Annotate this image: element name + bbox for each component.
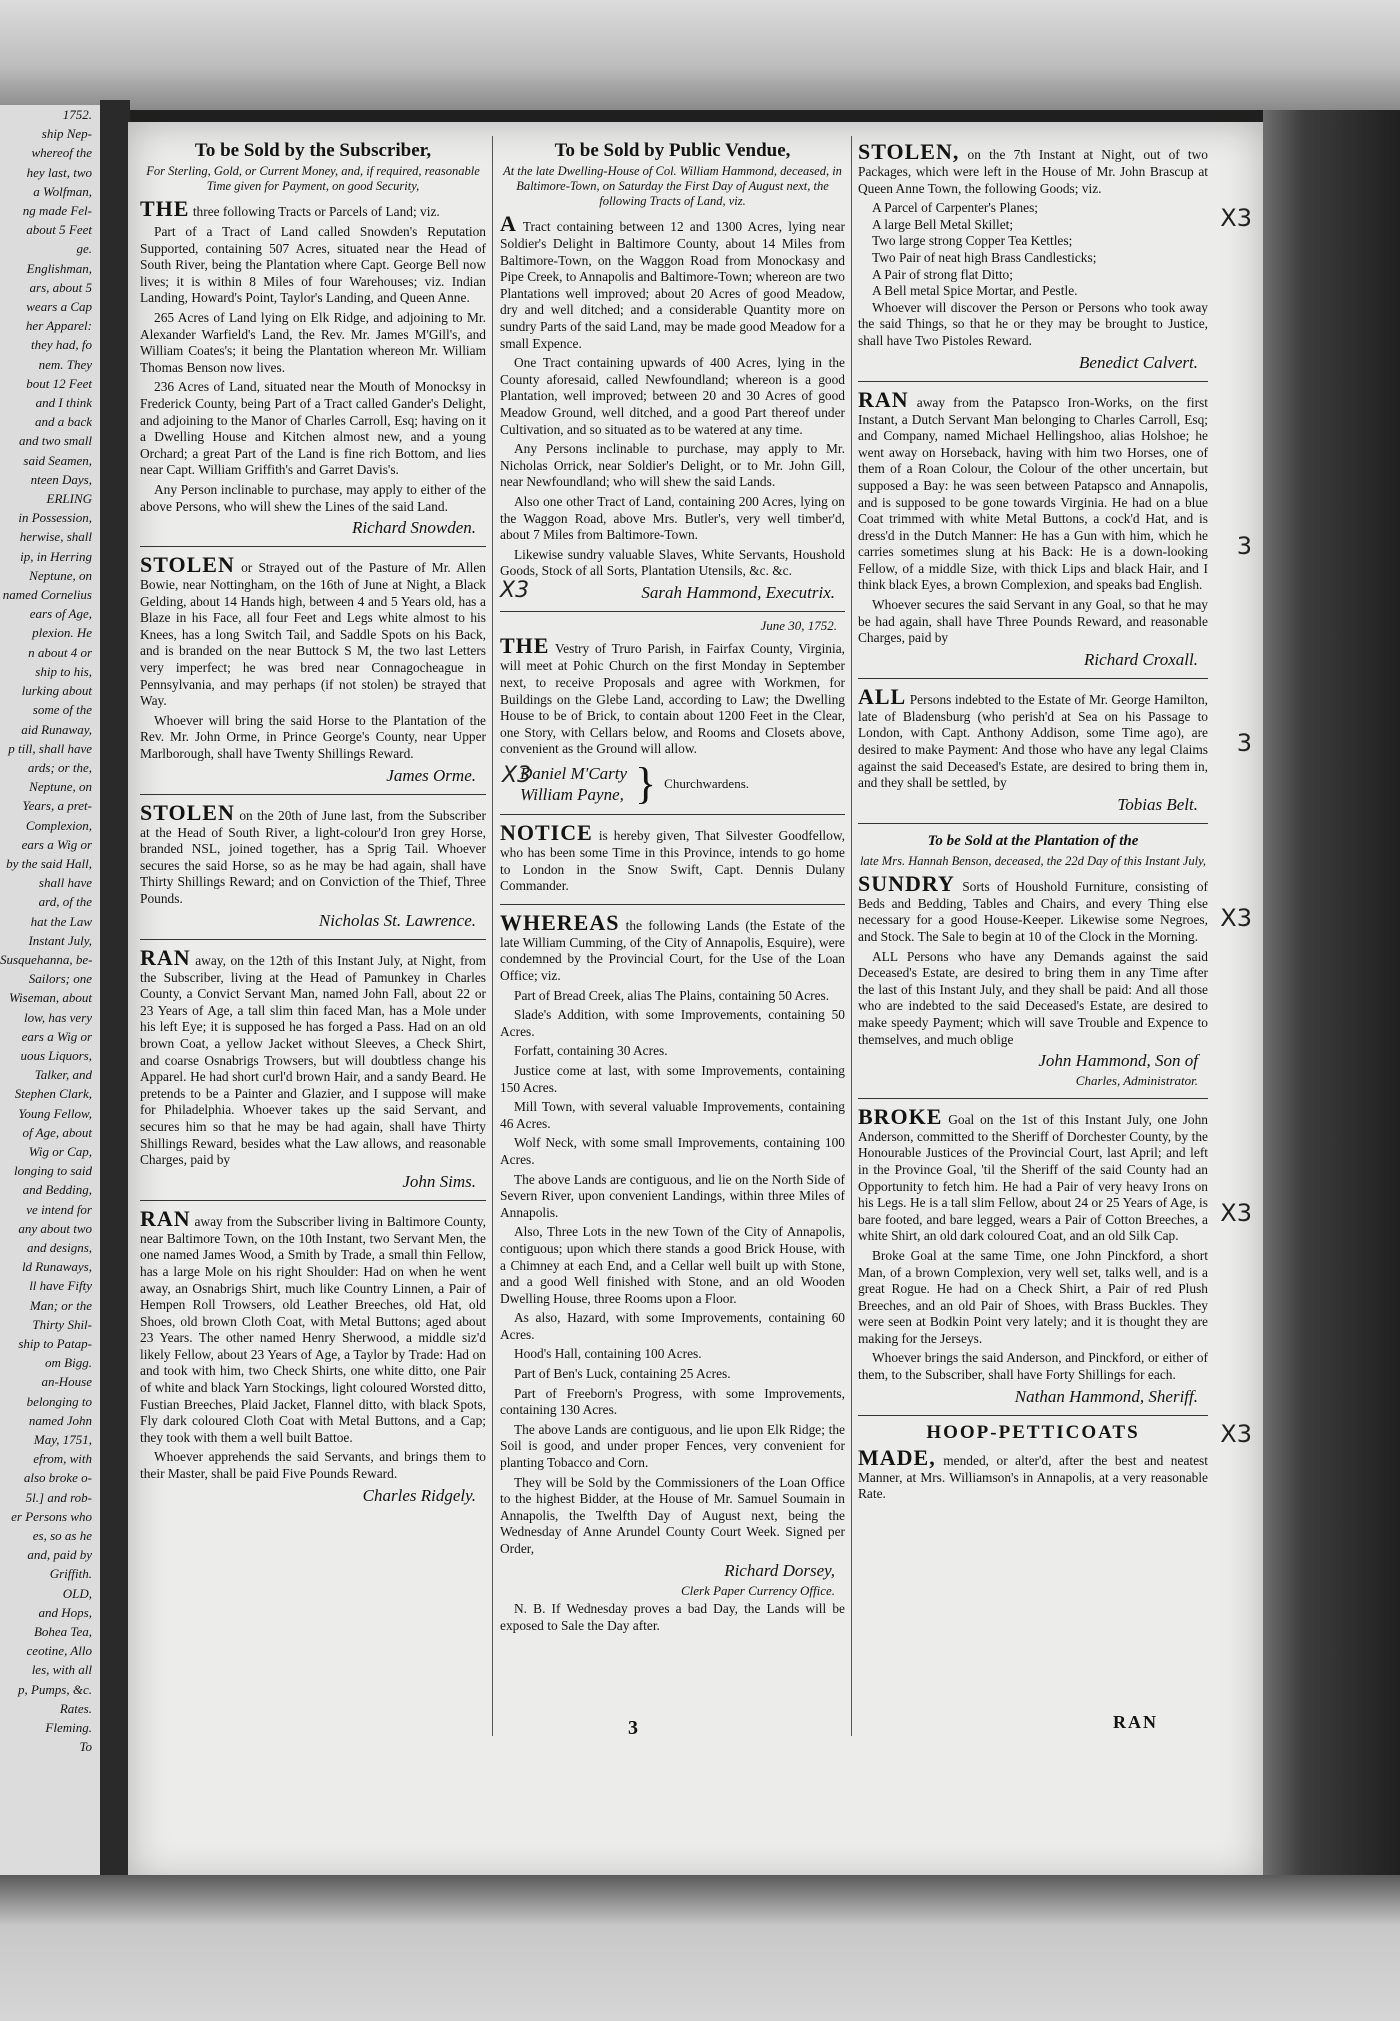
ad-text: mended, or alter'd, after the best and neatest Manner, at Mrs. Williamson's in Annapolis, at a very reasonable Rate. [858, 1452, 1208, 1502]
newspaper-page [128, 122, 1263, 1882]
column-2 [500, 140, 845, 1649]
signature: Sarah Hammond, Executrix. [641, 582, 835, 602]
margin-fragment: hat the Law [30, 913, 92, 929]
ad-text: Mill Town, with several valuable Improvements, containing 46 Acres. [500, 1099, 845, 1131]
margin-fragment: and Bedding, [22, 1182, 92, 1198]
margin-fragment: ard, of the [38, 894, 92, 910]
margin-fragment: plexion. He [32, 625, 92, 641]
margin-fragment: lurking about [21, 683, 92, 699]
margin-fragment: Susquehanna, be- [0, 951, 93, 967]
margin-fragment: Wiseman, about [8, 990, 92, 1006]
ad-heading: To be Sold at the Plantation of the [927, 832, 1139, 849]
catchword: RAN [1113, 1712, 1158, 1732]
ad-notice-goodfellow [500, 821, 845, 905]
ad-stolen-gelding [140, 553, 486, 795]
signature-title: Churchwardens. [664, 775, 750, 791]
brace: } [635, 759, 657, 809]
ad-runaway-patapsco [858, 386, 1252, 679]
ad-text: on the 20th of June last, from the Subscriber at the Head of South River, a light-colour'd Iron grey Horse, branded NSL, joined together, has a Sprig Tail. Whoever secures the said Horse, so as he may be had again, shall have Thirty Shillings Reward; and on Conviction of the Thief, Three Pounds. [140, 807, 486, 906]
margin-fragment: ars, about 5 [29, 279, 92, 295]
margin-fragment: an-House [41, 1374, 92, 1390]
ad-text: on the 7th Instant at Night, out of two Packages, which were left in the House of Mr. John Brascup at Queen Anne Town, the following Goods; viz. [858, 147, 1208, 196]
margin-fragment: ve intend for [26, 1201, 92, 1217]
list-item: A large Bell Metal Skillet; [872, 216, 1014, 232]
signature: Tobias Belt. [1117, 794, 1198, 814]
lead-word: MADE, [858, 1444, 936, 1470]
margin-fragment: Fleming. [45, 1720, 92, 1736]
margin-fragment: and a back [34, 414, 92, 430]
margin-fragment: named John [28, 1412, 92, 1428]
ad-text: Goal on the 1st of this Instant July, one John Anderson, committed to the Sheriff of Dorchester County, by the Honourable Justices of the Provincial Court, last April; and left in the Province Goal, 'til the Sheriff of the said County had an Opportunity to fetch him. He had a Pair of very heavy Irons on his Legs. He is a tall slim Fellow, about 24 or 25 Years of Age, is bare footed, and bare legged, wears a Pair of Cotton Breeches, a white Shirt, an old dark coloured Coat, and an old Silk Cap. [858, 1111, 1208, 1244]
handwritten-mark: X3 [1220, 1419, 1252, 1448]
margin-fragment: Stephen Clark, [14, 1086, 92, 1102]
list-item: A Bell metal Spice Mortar, and Pestle. [872, 283, 1078, 299]
nota-bene: N. B. If Wednesday proves a bad Day, the Lands will be exposed to Sale the Day after. [500, 1601, 845, 1633]
ad-text: is hereby given, That Silvester Goodfellow, who has been some Time in this Province, intends to go home to London in the Snow Swift, Capt. Dennis Dulany Commander. [500, 828, 845, 894]
margin-fragment: nteen Days, [30, 471, 92, 487]
ad-text: Broke Goal at the same Time, one John Pinckford, a short Man, of a brown Complexion, very well set, talks well, and is a great Rogue. He had on a Check Shirt, a Pair of red Plush Breeches, and an old Pair of Shoes, with Brass Buckles. They were seen at Bodkin Point very lately; and it is thought they are making for the Jerseys. [858, 1247, 1208, 1346]
signature: Richard Dorsey, [724, 1560, 835, 1580]
margin-fragment: ng made Fel- [22, 203, 92, 219]
margin-fragment: Bohea Tea, [33, 1624, 92, 1640]
ad-text: Part of a Tract of Land called Snowden's Reputation Supported, containing 507 Acres, situated near the Head of South River, being the Plantation where Capt. George Bell now lives; it is within 8 Miles of four Warehouses; viz. Indian Landing, Howard's Point, Taylor's Landing, and Queen Anne. [140, 224, 486, 306]
book-gutter [100, 100, 130, 1890]
ad-loan-office-lands [500, 911, 845, 1644]
margin-fragment: whereof the [31, 145, 92, 161]
margin-fragment: Talker, and [34, 1067, 92, 1083]
lead-word: THE [500, 633, 550, 659]
ad-text: As also, Hazard, with some Improvements, containing 60 Acres. [500, 1310, 845, 1342]
column-3 [858, 139, 1252, 1518]
ad-hamilton-estate [858, 683, 1252, 824]
handwritten-mark: X3 [500, 577, 530, 603]
lead-word: STOLEN [140, 799, 235, 825]
margin-fragment: and designs, [27, 1239, 92, 1255]
margin-fragment: les, with all [31, 1662, 92, 1678]
ad-text: Likewise sundry valuable Slaves, White Servants, Houshold Goods, Stock of all Sorts, Plantation Utensils, &c. &c. [500, 546, 845, 579]
margin-fragment: ears a Wig or [21, 836, 92, 852]
ad-text: Forfatt, containing 30 Acres. [514, 1043, 668, 1059]
scan-background-bottom [0, 1875, 1400, 2021]
ad-text: Part of Bread Creek, alias The Plains, containing 50 Acres. [514, 987, 830, 1003]
margin-fragment: a Wolfman, [33, 183, 92, 199]
ad-text: Part of Freeborn's Progress, with some Improvements, containing 130 Acres. [500, 1385, 845, 1418]
margin-fragment: they had, fo [30, 337, 92, 353]
lead-word: RAN [140, 944, 191, 970]
dateline: June 30, 1752. [760, 617, 837, 633]
margin-fragment: nem. They [38, 356, 92, 372]
margin-fragment: n about 4 or [28, 644, 92, 660]
margin-fragment: any about two [18, 1220, 92, 1236]
margin-fragment: and, paid by [27, 1547, 92, 1563]
margin-fragment: shall have [38, 875, 92, 891]
margin-fragment: herwise, shall [19, 529, 92, 545]
ad-subheading: For Sterling, Gold, or Current Money, and, if required, reasonable Time given for Payment, on good Security, [146, 164, 480, 193]
scan-background-top [0, 0, 1400, 110]
margin-fragment: es, so as he [32, 1528, 92, 1544]
column-rule [492, 136, 493, 1736]
ad-text: or Strayed out of the Pasture of Mr. Allen Bowie, near Nottingham, on the 16th of June at Night, a Black Gelding, about 14 Hands high, between 4 and 5 Years old, has a Blaze in his Face, all four Feet and Legs white almost to his Knees, has a long Switch Tail, and Saddle Spots on his Back, and is branded on the near Buttock S M, the two last Letters very imperfect; he was bred near Connagocheague in Pennsylvania, and may perhaps (if not stolen) be strayed that Way. [140, 560, 486, 709]
margin-fragment: uous Liquors, [20, 1047, 92, 1063]
signature: Daniel M'Carty [520, 764, 628, 784]
ad-stolen-horse [140, 801, 486, 940]
list-item: A Pair of strong flat Ditto; [872, 266, 1013, 282]
ad-runaway-fall [140, 946, 486, 1201]
margin-fragment: OLD, [62, 1585, 92, 1601]
margin-fragment: longing to said [13, 1163, 92, 1179]
margin-fragment: ERLING [46, 491, 92, 507]
margin-fragment: ceotine, Allo [26, 1643, 92, 1659]
ad-hammond-vendue [500, 140, 845, 612]
ad-text: away, on the 12th of this Instant July, at Night, from the Subscriber, living at the Head of Pamunkey in Charles County, a Convict Servant Man, named John Fall, about 22 or 23 Years of Age, a tall slim thin faced Man, has a Mole under his left Eye; it is supposed he has forged a Pass. Had on an old brown Coat, a yellow Jacket without Sleeves, a Check Shirt, and coarse Osnabrigs Trowsers, but will doubtless change his Apparel. He had short curl'd brown Hair, and a sandy Beard. He pretends to be a Painter and Glazier, and I suppose will make for Philadelphia. Whoever takes up the said Servant, and secures him so that he may be had again, shall have Thirty Shillings Reward, besides what the Law allows, and reasonable Charges, paid by [140, 952, 486, 1168]
stolen-goods-list [858, 200, 1208, 300]
signature: Charles Ridgely. [362, 1485, 476, 1505]
margin-fragment: Sailors; one [28, 971, 92, 987]
margin-fragment: ip, in Herring [20, 548, 92, 564]
margin-fragment: and I think [35, 395, 92, 411]
margin-fragment: hey last, two [26, 164, 92, 180]
ad-text: 236 Acres of Land, situated near the Mouth of Monocksy in Frederick County, being Part of a Tract called Gander's Delight, and adjoining to the Manor of Charles Carroll, Esq; having on it a Dwelling House and Kitchen almost new, and a young Orchard; a great Part of the Land is fine rich Bottom, and lies near Capt. William Griffith's and Garret Davis's. [140, 379, 486, 478]
margin-fragment: ge. [76, 241, 92, 257]
margin-fragment: p, Pumps, &c. [17, 1681, 92, 1697]
margin-fragment: Englishman, [26, 260, 92, 276]
margin-fragment: Years, a pret- [22, 798, 92, 814]
book-spine [1263, 110, 1400, 1910]
ad-text: Hood's Hall, containing 100 Acres. [514, 1346, 702, 1362]
handwritten-mark: X3 [1220, 204, 1252, 232]
ad-text: Wolf Neck, with some small Improvements, containing 100 Acres. [500, 1135, 845, 1167]
ad-snowden-land [140, 140, 486, 547]
margin-fragment: said Seamen, [23, 452, 92, 468]
margin-fragment: and Hops, [38, 1604, 92, 1620]
page-number: 3 [628, 1717, 638, 1739]
lead-word: NOTICE [500, 820, 593, 846]
ad-text: ALL Persons who have any Demands against the said Deceased's Estate, are desired to bring them in any Time after the last of this Instant July, and they shall be paid: And all those who are indebted to the said Deceased's Estate, are desired to make speedy Payment; which will save Trouble and Expence to themselves, and much oblige [858, 948, 1208, 1047]
ad-text: Persons indebted to the Estate of Mr. George Hamilton, late of Bladensburg (who perish'd at Sea on his Passage to London, with Capt. Anthony Addison, some Time ago), are desired to make Payment: And those who have any legal Claims against the said Deceased's Estate, are desired to bring them in, and they shall be settled, by [858, 691, 1208, 791]
signature: James Orme. [386, 765, 476, 785]
margin-fragment: ld Runaways, [21, 1259, 92, 1275]
signature-title: Charles, Administrator. [1075, 1073, 1198, 1089]
ad-text: Whoever will bring the said Horse to the Plantation of the Rev. Mr. John Orme, in Prince George's County, near Upper Marlborough, shall have Twenty Shillings Reward. [140, 712, 486, 762]
ad-text: The above Lands are contiguous, and lie upon Elk Ridge; the Soil is good, and under proper Fences, very convenient for planting Tobacco and Corn. [500, 1421, 845, 1471]
margin-fragment: her Apparel: [25, 318, 92, 334]
ad-subheading: late Mrs. Hannah Benson, deceased, the 22d Day of this Instant July, [859, 853, 1207, 868]
signature: Richard Snowden. [351, 518, 476, 538]
ad-benson-sale [858, 830, 1252, 1099]
ad-text: Sorts of Houshold Furniture, consisting of Beds and Bedding, Tables and Chairs, and every Thing else necessary for a good House-Keeper. Likewise some Negroes, and Stock. The Sale to begin at 10 of the Clock in the Morning. [858, 878, 1208, 944]
signature: John Hammond, Son of [1038, 1051, 1198, 1071]
ad-text: Also, Three Lots in the new Town of the City of Annapolis, contiguous; upon which there stands a good Brick House, with a Chimney at each End, and a Cellar well built up with Stone, and a good Well finished with Stone, and an old Wooden Dwelling House, three Rooms upon a Floor. [500, 1224, 845, 1306]
handwritten-mark: X3 [502, 763, 532, 789]
ad-text: three following Tracts or Parcels of Land; viz. [192, 204, 440, 219]
ad-text: Slade's Addition, with some Improvements, containing 50 Acres. [500, 1007, 845, 1039]
ad-text: Also one other Tract of Land, containing 200 Acres, lying on the Waggon Road, above Mrs. Butler's, very well timber'd, about 7 Miles from Baltimore-Town. [500, 493, 845, 543]
ad-runaway-wood-sherwood [140, 1207, 486, 1514]
margin-fragment: om Bigg. [45, 1355, 92, 1371]
margin-fragment: ards; or the, [27, 759, 92, 775]
margin-fragment: 1752. [62, 107, 92, 122]
ad-text: Any Person inclinable to purchase, may apply to either of the above Persons, who will shew the Lines of the said Land. [140, 481, 486, 514]
margin-fragment: belonging to [26, 1393, 92, 1409]
margin-fragment: by the said Hall, [6, 855, 92, 871]
ad-text: Tract containing between 12 and 1300 Acres, lying near Soldier's Delight in Baltimore County, about 14 Miles from Baltimore-Town, on the Waggon Road from Monockasy and Pipe Creek, to Annapolis and Baltimore-Town; whereon are two Plantations well improved; about 20 Acres of good Meadow, dry and well ditched; and a considerable Quantity more on sundry Parts of the said Land, may be made good Meadow for a small Expence. [500, 219, 845, 351]
margin-fragment: some of the [32, 702, 92, 718]
margin-fragment: in Possession, [18, 510, 92, 526]
column-1 [140, 140, 486, 1520]
margin-fragment: 5l.] and rob- [25, 1489, 92, 1505]
signature: Richard Croxall. [1084, 649, 1198, 669]
margin-fragment: about 5 Feet [26, 222, 92, 238]
ad-heading: To be Sold by Public Vendue, [554, 140, 791, 161]
ad-heading: To be Sold by the Subscriber, [194, 140, 432, 161]
lead-word: STOLEN [140, 552, 235, 578]
margin-fragment: Instant July, [28, 932, 92, 948]
lead-word: ALL [858, 683, 907, 709]
margin-fragment: p till, shall have [8, 740, 92, 756]
ad-text: Whoever secures the said Servant in any Goal, so that he may be had again, shall have Three Pounds Reward, and reasonable Charges, paid by [858, 597, 1208, 646]
signature: Nathan Hammond, Sheriff. [1014, 1386, 1198, 1406]
ad-text: Part of Ben's Luck, containing 25 Acres. [514, 1366, 731, 1382]
ad-text: Whoever will discover the Person or Persons who took away the said Things, so that he or they may be brought to Justice, shall have Two Pistoles Reward. [858, 299, 1208, 348]
handwritten-mark: 3 [1236, 531, 1252, 560]
margin-fragment: ears of Age, [29, 606, 92, 622]
handwritten-mark: 3 [1236, 728, 1252, 757]
list-item: Two Pair of neat high Brass Candlesticks; [872, 249, 1097, 265]
handwritten-mark: X3 [1220, 1198, 1252, 1227]
margin-fragment: efrom, with [33, 1451, 92, 1467]
ad-text: Vestry of Truro Parish, in Fairfax County, Virginia, will meet at Pohic Church on the first Monday in September next, to receive Proposals and agree with Workmen, for Buildings on the Glebe Land, according to Law; the Dwelling House to be of Brick, to contain about 1200 Feet in the Clear, one Story, with Cellars below, and Rooms and Closets above, convenient as the Ground will allow. [500, 641, 845, 757]
margin-fragment: aid Runaway, [21, 721, 92, 737]
ad-text: The above Lands are contiguous, and lie on the North Side of Severn River, upon convenient Landings, within three Miles of Annapolis. [500, 1171, 845, 1220]
ad-text: away from the Patapsco Iron-Works, on the first Instant, a Dutch Servant Man belonging to Charles Carroll, Esq; and Company, named Michael Hellingshoo, alias Holshoe; he went away on Horseback, having with him two Horses, one of them of a Roan Colour, the Colour of the other uncertain, but supposed a Bay: he was seen between Patapsco and Annapolis, and is supposed to be gone towards Virginia. He had on a blue Coat trimmed with white Metal Buttons, a cock'd Hat, and is dress'd in the Dutch Manner: He has a Gun with him, which he carries sometimes slung at his Back: He is a down-looking Fellow, of a middle Size, with thick Lips and black Hair, and I think black Eyes, a brown Complexion, and speaks bad English. [858, 394, 1208, 593]
ad-hoop-petticoats [858, 1419, 1252, 1512]
lead-word: A [500, 211, 517, 236]
signature: William Payne, [520, 785, 624, 805]
ad-truro-vestry [500, 618, 845, 815]
margin-fragment: May, 1751, [33, 1432, 92, 1448]
ad-text: One Tract containing upwards of 400 Acres, lying in the County aforesaid, called Newfoundland; whereon is a good Plantation, well improved; between 20 and 30 Acres of good Meadow Ground, well ditched, and a good Part thereof under Cultivation, and so situated as to be watered at any time. [500, 355, 845, 437]
margin-fragment: named Cornelius [2, 587, 92, 603]
list-item: Two large strong Copper Tea Kettles; [872, 233, 1073, 249]
margin-fragment: ears a Wig or [21, 1028, 92, 1044]
ad-text: They will be Sold by the Commissioners of the Loan Office to the highest Bidder, at the House of Mr. Samuel Soumain in Annapolis, the Twelfth Day of August next, being the Wednesday of Anne Arundel County Court Week. Signed per Order, [500, 1474, 845, 1556]
margin-fragment: Man; or the [29, 1297, 92, 1313]
list-item: A Parcel of Carpenter's Planes; [872, 200, 1039, 216]
margin-fragment: Wig or Cap, [28, 1143, 92, 1159]
margin-fragment: Neptune, on [29, 779, 92, 795]
ad-text: Any Persons inclinable to purchase, may apply to Mr. Nicholas Orrick, near Soldier's Delight, or to Mr. John Gill, near Newfoundland; who will shew the said Lands. [500, 441, 845, 490]
margin-fragment: Young Fellow, [18, 1105, 92, 1121]
ad-text: away from the Subscriber living in Baltimore County, near Baltimore Town, on the 10th Instant, two Servant Men, the one named James Wood, a Smith by Trade, a small thin Fellow, has a large Mole on his right Shoulder: Had on when he went away, an Osnabrigs Shirt, much like Country Linnen, a Pair of Hempen Roll Trowsers, old Leather Breeches, old Hat, old Shoes, old brown Cloth Coat, with Metal Buttons; aged about 23 Years. The other named Henry Sherwood, a middle siz'd likely Fellow, about 23 Years of Age, a Taylor by Trade: Had on and took with him, two Check Shirts, one white ditto, one Pair of white and black Yarn Stockings, light coloured Worsted ditto, Fustian Breeches, Plaid Jacket, Flannel ditto, with black Spots, Fly dark coloured Cloth Coat with Metal Buttons, and a Cap; they took with them a well built Battoe. [140, 1213, 486, 1445]
margin-fragment: Neptune, on [29, 567, 92, 583]
handwritten-mark: X3 [1220, 903, 1252, 932]
margin-fragment: ll have Fifty [29, 1278, 92, 1294]
margin-fragment: of Age, about [22, 1124, 92, 1140]
margin-fragment: er Persons who [11, 1508, 92, 1524]
signature: Nicholas St. Lawrence. [318, 910, 476, 930]
margin-fragment: low, has very [24, 1009, 92, 1025]
ad-text: Whoever brings the said Anderson, and Pinckford, or either of them, to the Subscriber, shall have Forty Shillings for each. [858, 1350, 1208, 1383]
ad-text: the following Lands (the Estate of the late William Cumming, of the City of Annapolis, Esquire), were condemned by the Provincial Court, for the Use of the Loan Office; viz. [500, 917, 845, 983]
column-rule [851, 136, 852, 1736]
margin-fragment: also broke o- [23, 1470, 92, 1486]
ad-subheading: At the late Dwelling-House of Col. William Hammond, deceased, in Baltimore-Town, on Saturday the First Day of August next, the following Tracts of Land, viz. [503, 164, 842, 208]
margin-fragment: wears a Cap [26, 299, 92, 315]
ad-heading: HOOP-PETTICOATS [926, 1421, 1140, 1443]
lead-word: STOLEN, [858, 139, 960, 164]
ad-stolen-goods [858, 139, 1252, 382]
signature-title: Clerk Paper Currency Office. [680, 1582, 835, 1598]
margin-fragment: ship to his, [35, 663, 92, 679]
margin-fragment: bout 12 Feet [26, 375, 92, 391]
lead-word: THE [140, 196, 190, 221]
lead-word: RAN [858, 386, 909, 412]
ad-broke-goal [858, 1103, 1252, 1416]
ad-text: Justice come at last, with some Improvements, containing 150 Acres. [500, 1062, 845, 1095]
ad-text: 265 Acres of Land lying on Elk Ridge, and adjoining to Mr. Alexander Warfield's Land, the Rev. Mr. James M'Gill's, and William Coates's; it being the Plantation whereon Mr. William Thomas Benson now lives. [140, 309, 486, 375]
margin-fragment: Complexion, [25, 817, 92, 833]
signature: Benedict Calvert. [1079, 352, 1198, 372]
previous-page-edge [0, 105, 103, 1885]
signature: John Sims. [402, 1171, 476, 1191]
margin-fragment: and two small [19, 433, 92, 449]
lead-word: RAN [140, 1205, 191, 1231]
margin-fragment: Griffith. [49, 1566, 92, 1582]
lead-word: BROKE [858, 1103, 943, 1129]
margin-fragment: Rates. [59, 1700, 92, 1716]
lead-word: WHEREAS [500, 909, 620, 935]
margin-fragment: ship Nep- [41, 126, 92, 142]
lead-word: SUNDRY [858, 870, 955, 896]
margin-fragment: Thirty Shil- [32, 1316, 92, 1332]
margin-fragment: To [79, 1739, 92, 1755]
ad-text: Whoever apprehends the said Servants, and brings them to their Master, shall be paid Five Pounds Reward. [140, 1449, 486, 1482]
margin-fragment: ship to Patap- [18, 1336, 92, 1351]
churchwardens-signature [502, 759, 845, 809]
